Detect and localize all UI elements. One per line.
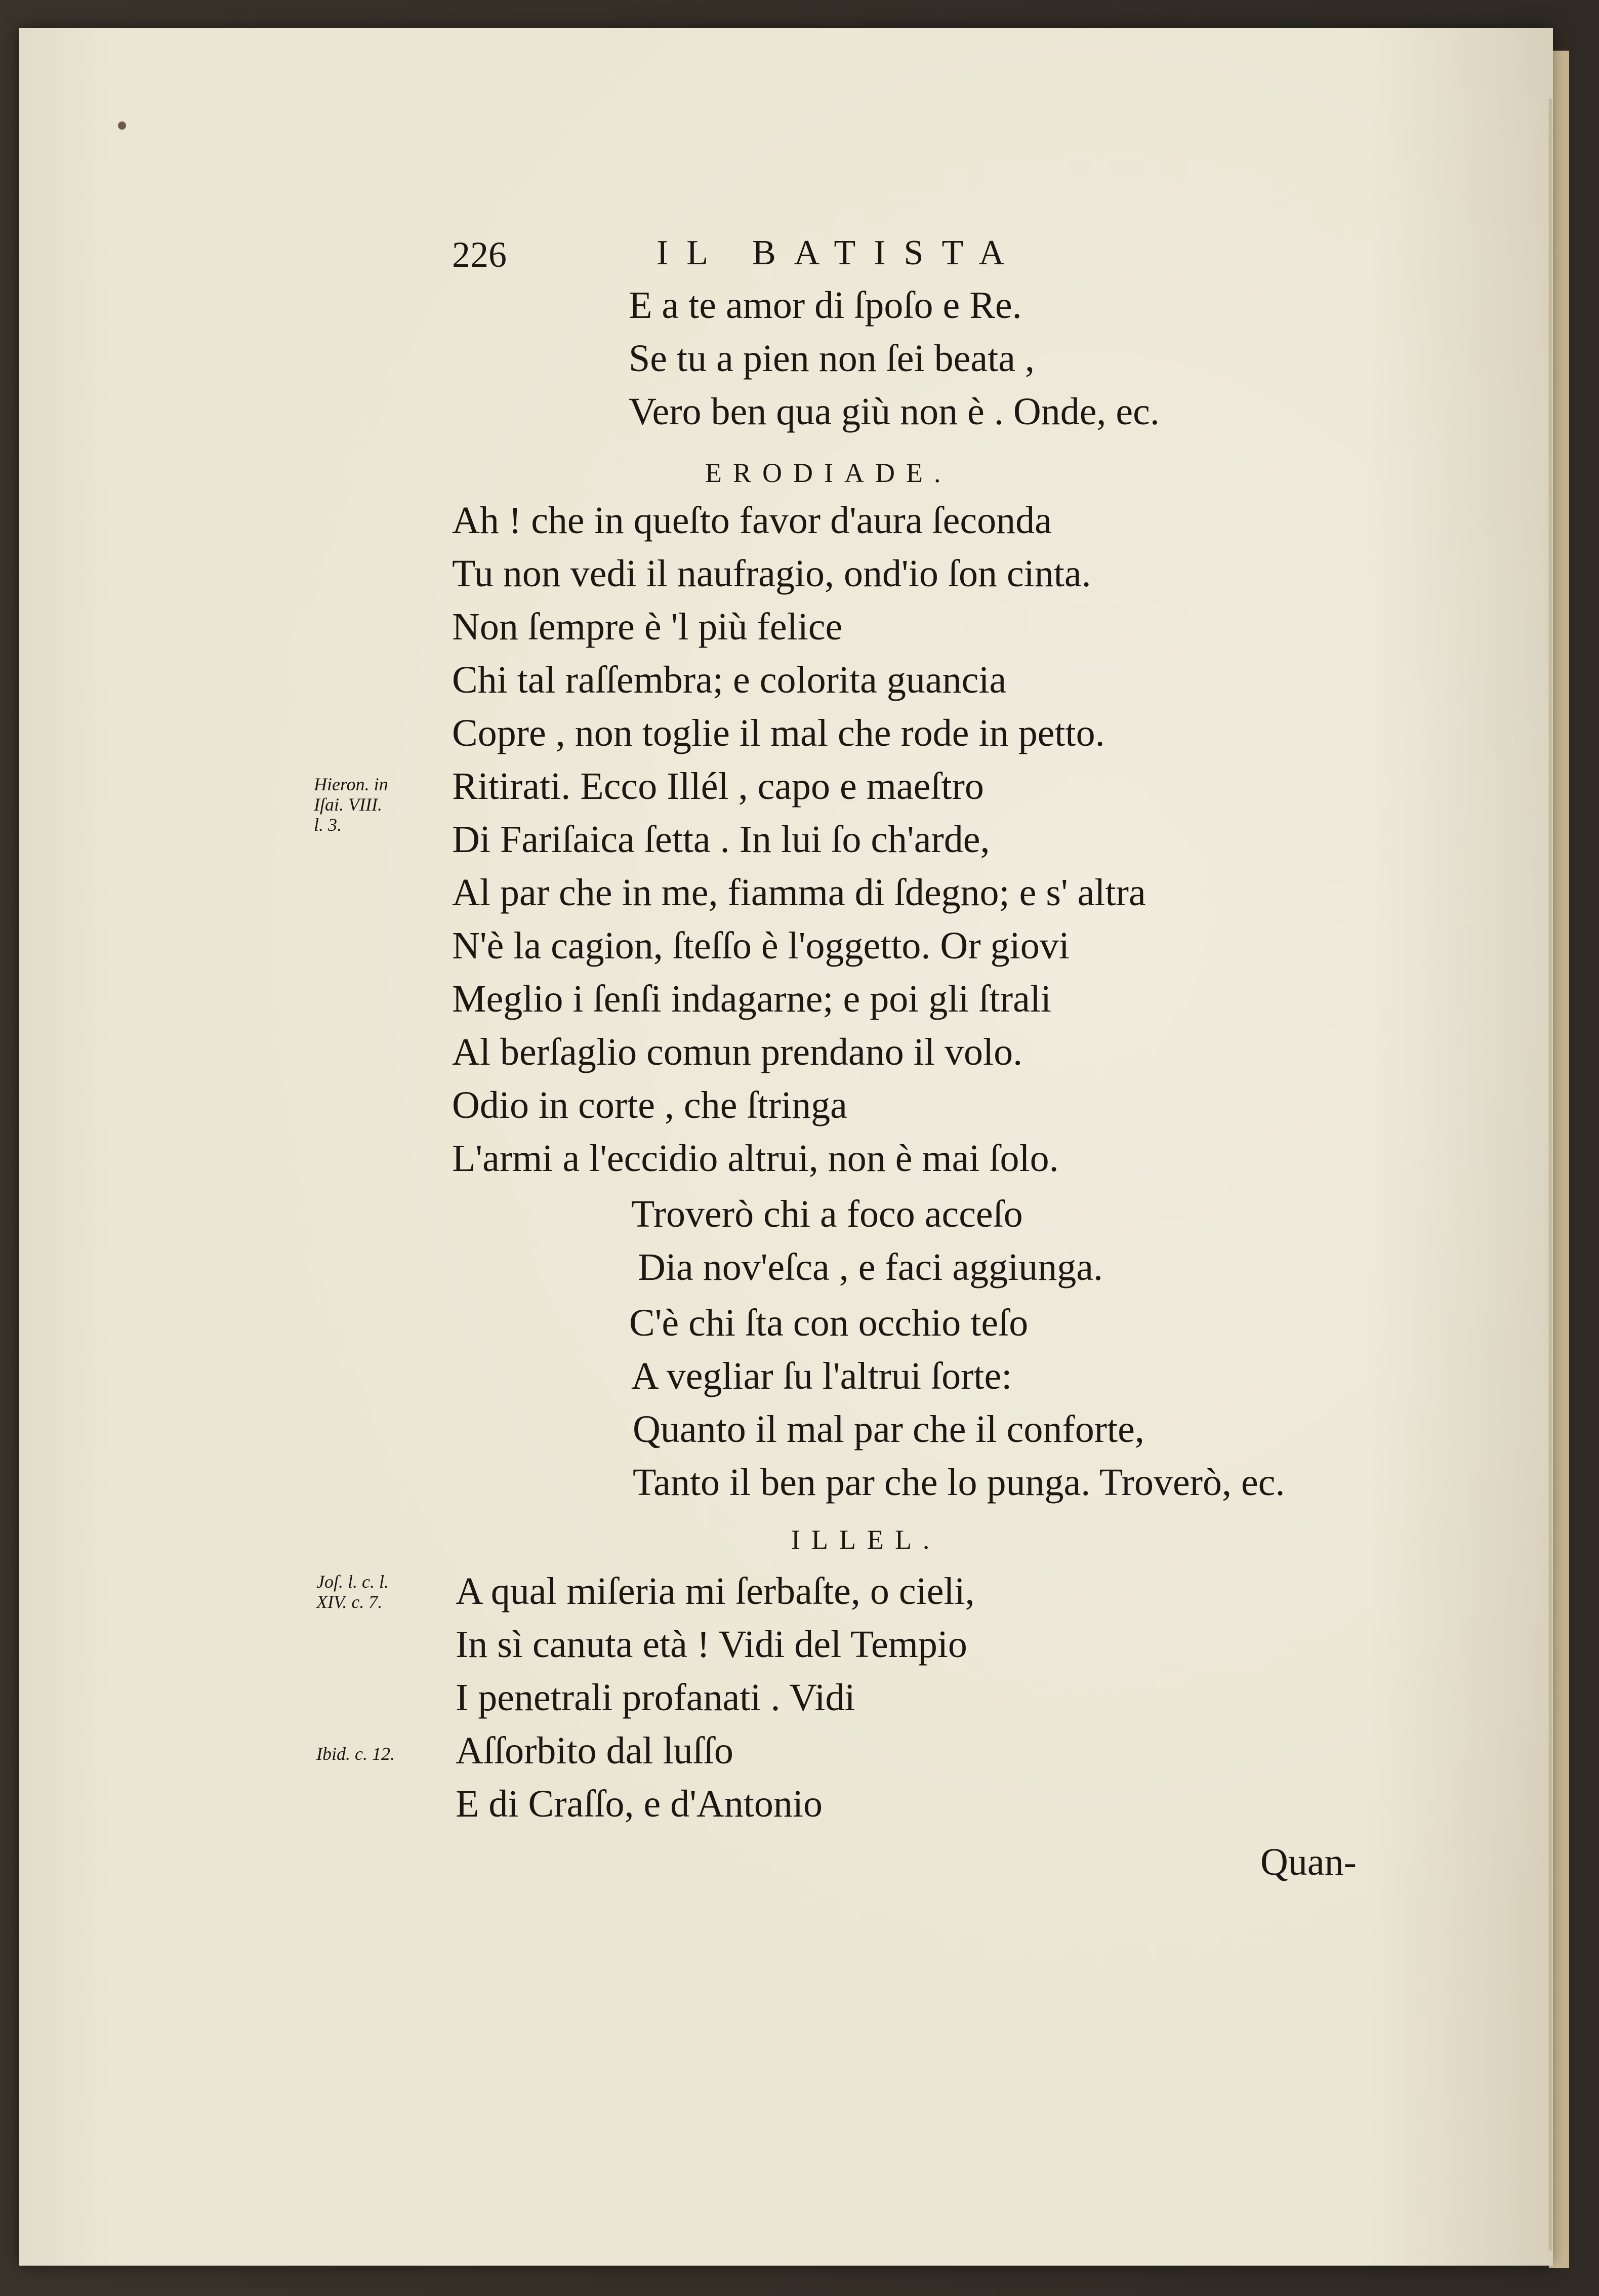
catchword: Quan- xyxy=(1260,1841,1357,1883)
verse-line: L'armi a l'eccidio altrui, non è mai ſolo. xyxy=(452,1137,1059,1180)
verse-line: Al berſaglio comun prendano il volo. xyxy=(452,1031,1023,1073)
running-title: IL BATISTA xyxy=(657,233,1023,272)
ink-spot xyxy=(118,122,126,130)
verse-line: In sì canuta età ! Vidi del Tempio xyxy=(456,1623,967,1666)
verse-line: A qual miſeria mi ſerbaſte, o cieli, xyxy=(456,1570,975,1613)
speaker-heading-illel: ILLEL. xyxy=(791,1524,941,1555)
margin-note-line: Joſ. l. c. l. xyxy=(316,1572,389,1592)
page-fold xyxy=(1548,99,1553,2250)
verse-line: Aſſorbito dal luſſo xyxy=(456,1729,733,1772)
verse-line: Chi tal raſſembra; e colorita guancia xyxy=(452,659,1007,701)
verse-line: Se tu a pien non ſei beata , xyxy=(629,337,1035,380)
page-number: 226 xyxy=(452,234,507,275)
margin-note-line: l. 3. xyxy=(314,815,342,835)
verse-line: Tanto il ben par che lo punga. Troverò, ec. xyxy=(633,1461,1285,1504)
verse-line: Copre , non toglie il mal che rode in petto. xyxy=(452,712,1105,754)
verse-line: C'è chi ſta con occhio teſo xyxy=(629,1302,1029,1344)
verse-line: Troverò chi a foco acceſo xyxy=(631,1193,1023,1235)
verse-line: Dia nov'eſca , e faci aggiunga. xyxy=(638,1246,1103,1288)
verse-line: E a te amor di ſpoſo e Re. xyxy=(629,284,1022,327)
speaker-heading-erodiade: ERODIADE. xyxy=(705,458,952,488)
margin-note-line: Hieron. in xyxy=(314,774,388,794)
verse-line: Meglio i ſenſi indagarne; e poi gli ſtrali xyxy=(452,978,1052,1020)
margin-note-line: XIV. c. 7. xyxy=(316,1592,383,1612)
verse-line: Tu non vedi il naufragio, ond'io ſon cinta. xyxy=(452,552,1091,595)
verse-line: Odio in corte , che ſtringa xyxy=(452,1084,847,1126)
verse-line: Di Fariſaica ſetta . In lui ſo ch'arde, xyxy=(452,818,990,861)
verse-line: A vegliar ſu l'altrui ſorte: xyxy=(631,1355,1012,1397)
verse-line: Ah ! che in queſto favor d'aura ſeconda xyxy=(452,499,1052,542)
verse-line: Ritirati. Ecco Illél , capo e maeſtro xyxy=(452,765,984,808)
verse-line: Non ſempre è 'l più felice xyxy=(452,606,843,648)
margin-note-line: Ibid. c. 12. xyxy=(316,1744,395,1764)
verse-line: Quanto il mal par che il conforte, xyxy=(633,1408,1144,1451)
verse-line: I penetrali profanati . Vidi xyxy=(456,1676,855,1719)
verse-line: Al par che in me, fiamma di ſdegno; e s' altra xyxy=(452,871,1146,914)
margin-note-line: Iſai. VIII. xyxy=(314,794,382,815)
verse-line: Vero ben qua giù non è . Onde, ec. xyxy=(629,390,1160,433)
verse-line: N'è la cagion, ſteſſo è l'oggetto. Or giovi xyxy=(452,924,1070,967)
verse-line: E di Craſſo, e d'Antonio xyxy=(456,1783,823,1825)
